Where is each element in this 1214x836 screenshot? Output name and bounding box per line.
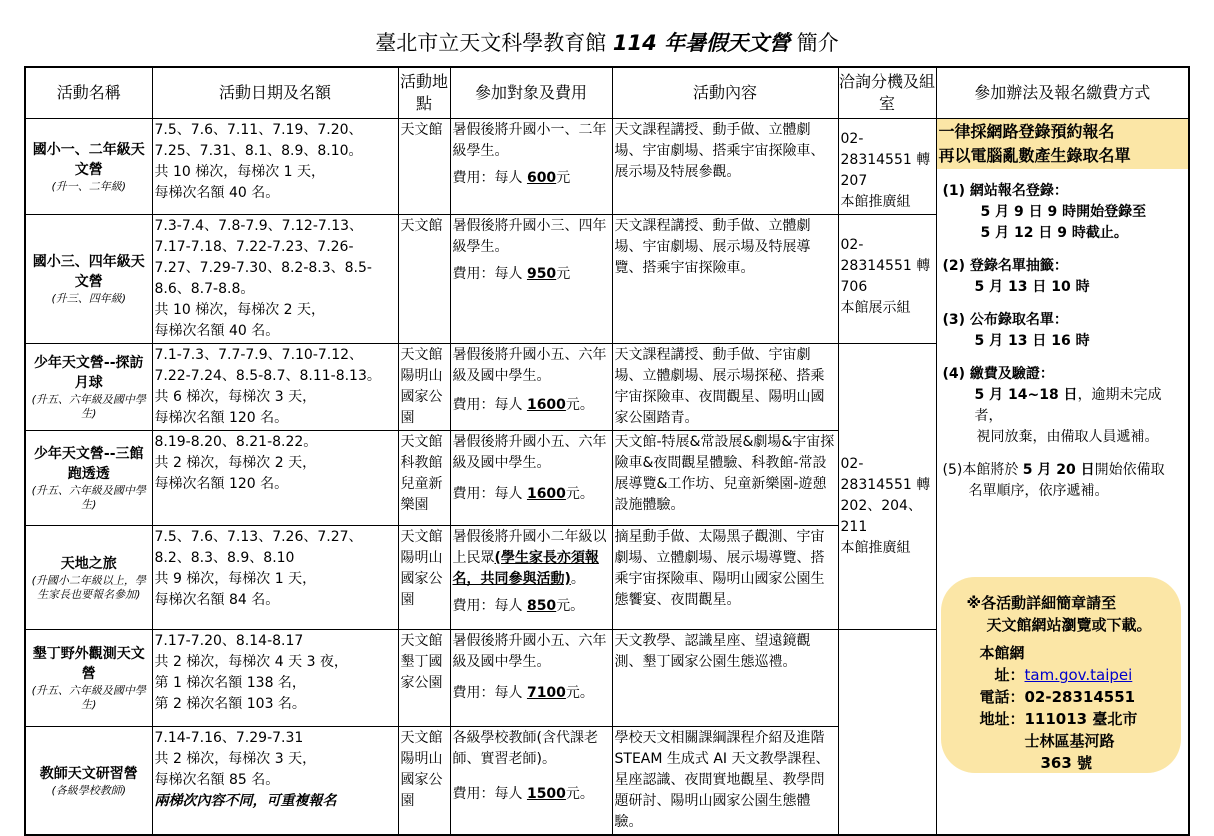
activity-target: 各級學校教師(含代課老師、實習老師)。 費用：每人 1500元。 — [450, 727, 612, 836]
activity-target: 暑假後將升國小二年級以上民眾(學生家長亦須報名，共同參與活動)。 費用：每人 850元。 — [450, 526, 612, 630]
website-link[interactable]: tam.gov.taipei — [1024, 666, 1133, 684]
activity-dates: 7.3-7.4、7.8-7.9、7.12-7.13、7.17-7.18、7.22-7.23、7.26-7.27、7.29-7.30、8.2-8.3、8.5-8.6、8.7-8.8。 共 10 梯次，每梯次 2 天， 每梯次名額 40 名。 — [152, 215, 398, 344]
step-3: (3) 公布錄取名單： 5 月 13 日 16 時 — [942, 312, 1090, 349]
contact-2: 02-28314551 轉 706 本館展示組 — [838, 215, 936, 344]
header-content: 活動內容 — [612, 67, 838, 119]
activity-target: 暑假後將升國小五、六年級及國中學生。 費用：每人 1600元。 — [450, 344, 612, 431]
activity-name: 國小三、四年級天文營 (升三、四年級) — [25, 215, 152, 344]
header-name: 活動名稱 — [25, 67, 152, 119]
step-1: (1) 網站報名登錄： 5 月 9 日 9 時開始登錄至 5 月 12 日 9 時截止。 — [942, 183, 1147, 241]
activity-dates: 7.5、7.6、7.13、7.26、7.27、8.2、8.3、8.9、8.10 共 9 梯次，每梯次 1 天， 每梯次名額 84 名。 — [152, 526, 398, 630]
header-target: 參加對象及費用 — [450, 67, 612, 119]
info-bubble: ※各活動詳細簡章請至 天文館網站瀏覽或下載。 本館網址：tam.gov.taipei 電話：02-28314551 地址：111013 臺北市 士林區基河路 363 號 — [941, 577, 1181, 773]
activity-location: 天文館墾丁國家公園 — [398, 630, 450, 727]
activity-name: 教師天文研習營 (各級學校教師) — [25, 727, 152, 836]
contact-1: 02-28314551 轉 207 本館推廣組 — [838, 119, 936, 215]
activity-name: 墾丁野外觀測天文營 (升五、六年級及國中學生) — [25, 630, 152, 727]
activity-location: 天文館陽明山國家公園 — [398, 526, 450, 630]
step-2: (2) 登錄名單抽籤： 5 月 13 日 10 時 — [942, 258, 1090, 295]
step-4: (4) 繳費及驗證： 5 月 14~18 日，逾期未完成者， 視同放棄，由備取人員遞補。 — [942, 366, 1162, 445]
contact-empty — [838, 630, 936, 836]
contact-3: 02-28314551 轉 202、204、211 本館推廣組 — [838, 344, 936, 630]
activity-content: 天文課程講授、動手做、立體劇場、宇宙劇場、展示場及特展導覽、搭乘宇宙探險車。 — [612, 215, 838, 344]
activity-name: 少年天文營--探訪月球 (升五、六年級及國中學生) — [25, 344, 152, 431]
activity-dates: 7.1-7.3、7.7-7.9、7.10-7.12、7.22-7.24、8.5-8.7、8.11-8.13。 共 6 梯次，每梯次 3 天， 每梯次名額 120 名。 — [152, 344, 398, 431]
activity-content: 天文課程講授、動手做、立體劇場、宇宙劇場、搭乘宇宙探險車、展示場及特展參觀。 — [612, 119, 838, 215]
activity-dates: 7.14-7.16、7.29-7.31 共 2 梯次，每梯次 3 天， 每梯次名額 85 名。 兩梯次內容不同，可重複報名 — [152, 727, 398, 836]
activity-target: 暑假後將升國小三、四年級學生。 費用：每人 950元 — [450, 215, 612, 344]
activity-dates: 7.17-7.20、8.14-8.17 共 2 梯次，每梯次 4 天 3 夜， 第 1 梯次名額 138 名， 第 2 梯次名額 103 名。 — [152, 630, 398, 727]
activity-target: 暑假後將升國小五、六年級及國中學生。 費用：每人 7100元。 — [450, 630, 612, 727]
step-5: (5)本館將於 5 月 20 日開始依備取 名單順序，依序遞補。 — [942, 462, 1165, 499]
activity-content: 天文館-特展&常設展&劇場&宇宙探險車&夜間觀星體驗、科教館-常設展導覽&工作坊、兒童新樂園-遊憩設施體驗。 — [612, 431, 838, 526]
activity-location: 天文館 — [398, 215, 450, 344]
activity-content: 天文教學、認識星座、望遠鏡觀測、墾丁國家公園生態巡禮。 — [612, 630, 838, 727]
activity-name: 少年天文營--三館跑透透 (升五、六年級及國中學生) — [25, 431, 152, 526]
header-dates: 活動日期及名額 — [152, 67, 398, 119]
activity-location: 天文館 — [398, 119, 450, 215]
activity-content: 摘星動手做、太陽黑子觀測、宇宙劇場、立體劇場、展示場導覽、搭乘宇宙探險車、陽明山國家公園生態饗宴、夜間觀星。 — [612, 526, 838, 630]
activity-dates: 7.5、7.6、7.11、7.19、7.20、7.25、7.31、8.1、8.9、8.10。 共 10 梯次，每梯次 1 天， 每梯次名額 40 名。 — [152, 119, 398, 215]
header-contact: 洽詢分機及組室 — [838, 67, 936, 119]
activity-content: 天文課程講授、動手做、宇宙劇場、立體劇場、展示場探秘、搭乘宇宙探險車、夜間觀星、陽明山國家公園踏青。 — [612, 344, 838, 431]
activity-dates: 8.19-8.20、8.21-8.22。 共 2 梯次，每梯次 2 天， 每梯次名額 120 名。 — [152, 431, 398, 526]
activity-location: 天文館陽明山國家公園 — [398, 344, 450, 431]
table-row — [25, 119, 1189, 215]
header-row — [25, 67, 1189, 119]
activity-name: 國小一、二年級天文營 (升一、二年級) — [25, 119, 152, 215]
activity-location: 天文館陽明山國家公園 — [398, 727, 450, 836]
highlight-2: 再以電腦亂數產生錄取名單 — [937, 145, 1189, 169]
page-title: 臺北市立天文科學教育館 114 年暑假天文營 簡介 — [375, 31, 839, 55]
camp-table — [24, 66, 1190, 836]
highlight-1: 一律採網路登錄預約報名 — [937, 119, 1189, 145]
activity-location: 天文館科教館兒童新樂園 — [398, 431, 450, 526]
activity-content: 學校天文相關課綱課程介紹及進階 STEAM 生成式 AI 天文教學課程、星座認識、夜間實地觀星、教學問題研討、陽明山國家公園生態體驗。 — [612, 727, 838, 836]
method-panel — [936, 119, 1189, 836]
header-location: 活動地點 — [398, 67, 450, 119]
activity-target: 暑假後將升國小五、六年級及國中學生。 費用：每人 1600元。 — [450, 431, 612, 526]
activity-target: 暑假後將升國小一、二年級學生。 費用：每人 600元 — [450, 119, 612, 215]
header-method: 參加辦法及報名繳費方式 — [936, 67, 1189, 119]
activity-name: 天地之旅 (升國小二年級以上，學生家長也要報名參加) — [25, 526, 152, 630]
